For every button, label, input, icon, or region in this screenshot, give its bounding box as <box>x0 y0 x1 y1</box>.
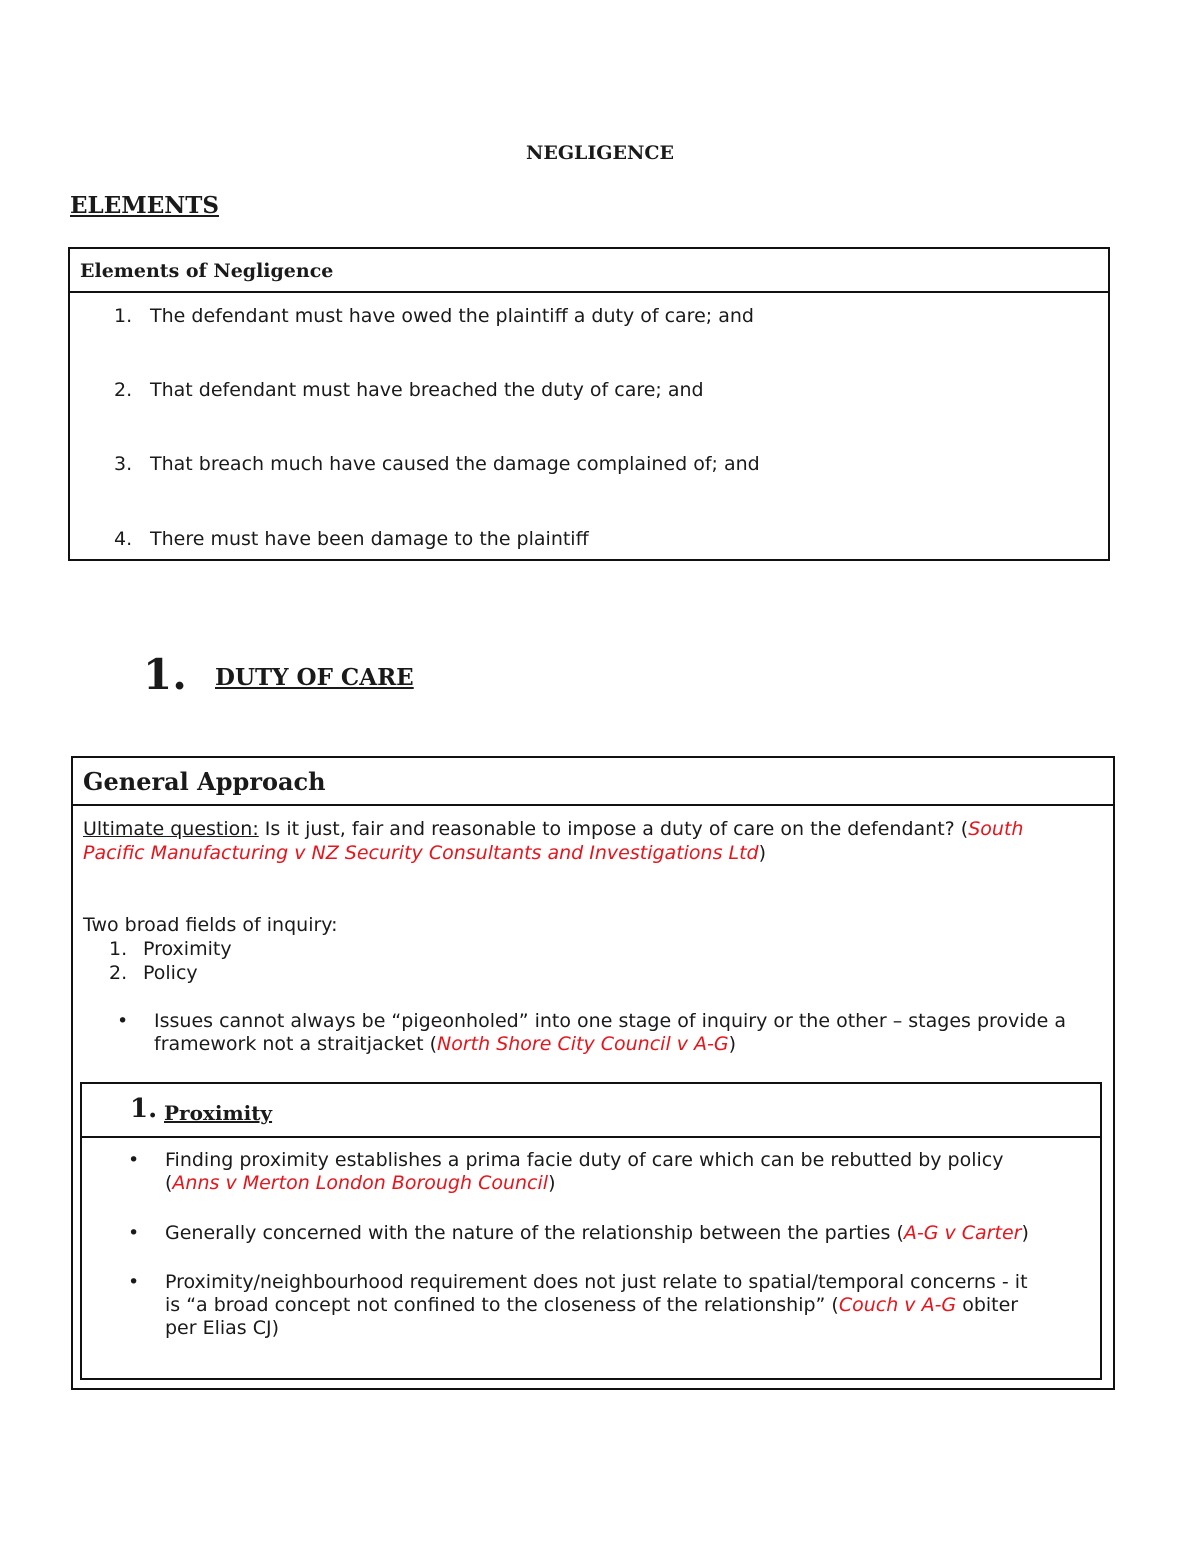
element-number: 1. <box>114 305 133 327</box>
bullet-text-part: ( <box>165 1172 173 1194</box>
closing-paren: ) <box>758 842 767 864</box>
bullet-line <box>165 1172 1003 1195</box>
bullet-text <box>165 1271 1028 1340</box>
case-citation: North Shore City Council v A-G <box>437 1033 729 1055</box>
ultimate-question-line-2 <box>83 841 766 865</box>
element-item-2 <box>114 379 704 401</box>
element-text: That defendant must have breached the duty of care; and <box>150 379 704 401</box>
field-text: Policy <box>143 962 198 984</box>
field-text: Proximity <box>143 938 232 960</box>
bullet-line <box>154 1033 1066 1056</box>
case-citation: A-G v Carter <box>903 1222 1022 1244</box>
ultimate-question-label: Ultimate question: <box>83 818 259 840</box>
proximity-bullet-2 <box>128 1222 1088 1246</box>
document-title: NEGLIGENCE <box>525 142 674 164</box>
closing-paren: ) <box>728 1033 737 1055</box>
bullet-line: Finding proximity establishes a prima facie duty of care which can be rebutted by policy <box>165 1149 1004 1171</box>
general-approach-header: General Approach <box>73 758 1113 806</box>
element-number: 2. <box>114 379 133 401</box>
bullet-text <box>165 1149 1003 1195</box>
bullet-icon: • <box>128 1271 140 1293</box>
elements-of-negligence-table <box>68 247 1110 561</box>
field-item-proximity <box>109 937 232 961</box>
element-item-4 <box>114 528 589 550</box>
bullet-text-part: Generally concerned with the nature of the relationship between the parties ( <box>165 1222 904 1244</box>
closing-paren: ) <box>548 1172 556 1194</box>
ultimate-question-text: Is it just, fair and reasonable to impose a duty of care on the defendant? ( <box>258 818 969 840</box>
proximity-header <box>82 1084 1100 1138</box>
bullet-pigeonholed <box>117 1010 1107 1058</box>
element-number: 3. <box>114 453 133 475</box>
proximity-title: Proximity <box>164 1101 273 1125</box>
bullet-line <box>165 1294 1028 1317</box>
proximity-bullet-3 <box>128 1271 1088 1343</box>
bullet-line: Proximity/neighbourhood requirement does not just relate to spatial/temporal concerns - it <box>165 1271 1028 1293</box>
bullet-text <box>165 1222 1029 1245</box>
section-title-duty-of-care: DUTY OF CARE <box>215 664 414 691</box>
closing-paren: ) <box>1021 1222 1029 1244</box>
elements-heading: ELEMENTS <box>70 192 219 219</box>
element-text: That breach much have caused the damage complained of; and <box>150 453 760 475</box>
element-text: The defendant must have owed the plaintiff a duty of care; and <box>150 305 754 327</box>
bullet-text-part: framework not a straitjacket ( <box>154 1033 438 1055</box>
ultimate-question-line <box>83 817 1023 841</box>
case-citation: Anns v Merton London Borough Council <box>172 1172 549 1194</box>
bullet-line <box>165 1222 1029 1245</box>
bullet-text-part: is “a broad concept not confined to the closeness of the relationship” ( <box>165 1294 839 1316</box>
section-number: 1. <box>143 650 187 699</box>
bullet-icon: • <box>128 1149 140 1171</box>
field-number: 2. <box>109 962 128 984</box>
bullet-line: per Elias CJ) <box>165 1317 280 1339</box>
fields-intro: Two broad fields of inquiry: <box>83 914 338 936</box>
bullet-text <box>154 1010 1066 1056</box>
bullet-icon: • <box>128 1222 140 1244</box>
field-item-policy <box>109 961 198 985</box>
element-item-3 <box>114 453 760 475</box>
bullet-text-part: obiter <box>956 1294 1019 1316</box>
proximity-number: 1. <box>130 1094 158 1124</box>
element-item-1 <box>114 305 754 327</box>
element-number: 4. <box>114 528 133 550</box>
proximity-bullet-1 <box>128 1149 1088 1197</box>
element-text: There must have been damage to the plaintiff <box>150 528 589 550</box>
bullet-icon: • <box>117 1010 129 1032</box>
case-citation: South <box>968 818 1024 840</box>
bullet-line: Issues cannot always be “pigeonholed” into one stage of inquiry or the other – stages provide a <box>154 1010 1066 1032</box>
field-number: 1. <box>109 938 128 960</box>
case-citation: Couch v A-G <box>838 1294 957 1316</box>
elements-table-header: Elements of Negligence <box>70 249 1108 293</box>
proximity-box <box>80 1082 1102 1380</box>
case-citation: Pacific Manufacturing v NZ Security Consultants and Investigations Ltd <box>83 842 759 864</box>
